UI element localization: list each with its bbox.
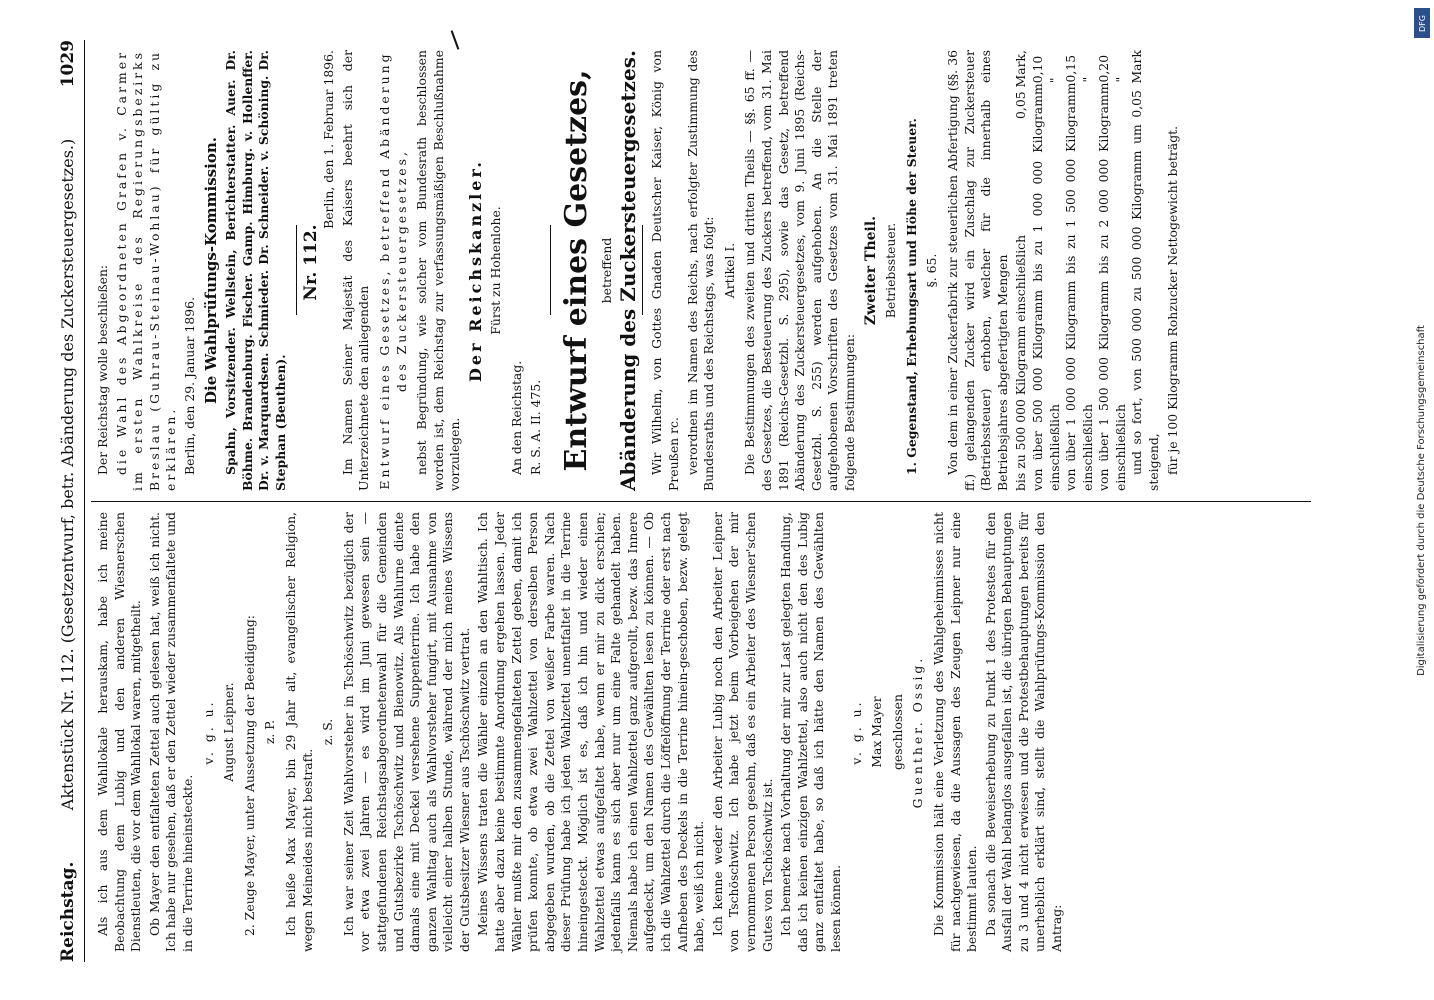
bill-subtitle: Abänderung des Zuckersteuergesetzes. <box>615 50 640 491</box>
bill-title: Entwurf eines Gesetzes, <box>559 69 595 472</box>
part-subheading: Betriebssteuer. <box>883 222 899 319</box>
article-heading: Artikel I. <box>721 242 737 299</box>
header-rule <box>84 40 85 962</box>
list-item: von über 1 000 000 Kilogramm bis zu 1 500 000 Kilogramm einschließlich 0,15 " <box>1063 54 1095 491</box>
date: Berlin, den 1. Februar 1896. <box>321 50 337 229</box>
addressee: An den Reichstag. <box>509 360 525 475</box>
page-number: 1029 <box>58 40 78 88</box>
paragraph: die Wahl des Abgeordneten Grafen v. Carmer im ersten Wahlkreise des Regierungsbezirks Breslau (Guhrau-Steinau-Wohlau) für gültig zu erklären. <box>113 50 179 491</box>
vgu-note: v. g. u. <box>848 699 864 765</box>
vgu-note: v. g. u. <box>200 699 216 765</box>
paragraph: Von dem in einer Zuckerfabrik zur steuerlichen Abfertigung (§§. 36 ff.) gelangenden Zucker wird ein Zuschlag zur Zuckersteuer (Betriebssteuer) erhoben, welcher für die innerhalb eines Betriebsjahres abgefertigten Mengen <box>944 50 1010 491</box>
paragraph: nebst Begründung, wie solcher vom Bundesrath beschlossen worden ist, dem Reichstag zur verfassungsmäßigen Beschlußnahme vorzulegen. <box>414 50 463 491</box>
paragraph: verordnen im Namen des Reichs, nach erfolgter Zustimmung des Bundesraths und des Reichstags, was folgt: <box>684 50 717 491</box>
signature: Guenther. Ossig. <box>910 655 926 809</box>
divider <box>642 226 643 316</box>
list-item: von über 1 500 000 Kilogramm bis zu 2 000 000 Kilogramm einschließlich 0,20 " <box>1096 54 1128 491</box>
paragraph-number: §. 65. <box>924 253 940 288</box>
part-heading: Zweiter Theil. <box>862 215 879 326</box>
paragraph: Die Kommission hält eine Verletzung des Wahlgeheimnisses nicht für nachgewiesen, da die Aussagen des Zeugen Leipner nur eine bestimmt lauten. <box>930 512 980 952</box>
paragraph: 2. Zeuge Mayer, unter Aussetzung der Beeidigung: <box>241 615 257 936</box>
paragraph: Ich bemerke nach Vorhaltung der mir zur Last gelegten Handlung, daß ich keinen einzigen Wahlzettel, also auch nicht den des Lubig ganz entfaltet habe, so daß ich hätte den Namen des Gewählten lesen können. <box>778 512 843 952</box>
page-header <box>58 40 78 962</box>
header-title: Aktenstück Nr. 112. (Gesetzentwurf, betr. Abänderung des Zuckersteuergesetzes.) <box>58 138 77 811</box>
betreffend-label: betreffend <box>599 237 615 304</box>
signature: Max Mayer <box>869 696 885 768</box>
right-column <box>91 40 1311 501</box>
dfg-logo: DFG <box>1414 8 1430 38</box>
paragraph: Ich kenne weder den Arbeiter Lubig noch den Arbeiter Leipner von Tschöschwitz. Ich habe jetzt beim Vorbeigehen der mir vernommenen Person gesehn, daß es ein Arbeiter des Wiesner'schen Gutes von Tschöschwitz ist. <box>709 512 775 952</box>
reference: R. S. A. II. 475. <box>527 379 543 475</box>
paragraph: Meines Wissens traten die Wähler einzeln an den Wahltisch. Ich hatte aber dazu keine bestimmte Anordnung ergehen lassen. Jeder Wähler mußte mir den zusammengefalteten Zettel geben, damit ich prüfen konnte, ob etwa zwei Wahlzettel von derselben Person abgegeben wurden, ob die Zettel von weißer Farbe waren. Nach dieser Prüfung habe ich jeden Wahlzettel unentfaltet in die Terrine hineingesteckt. Möglich ist es, daß ich hin und wieder einen Wahlzettel etwas aufgefaltet habe, wenn er mir zu dick erschien; jedenfalls kann es sich aber nur um eine Falte gehandelt haben. Niemals habe ich einen Wahlzettel ganz aufgerollt, bezw. das Innere aufgedeckt, um den Namen des Gewählten lesen zu können. — Ob ich die Wahlzettel durch die Löffelöffnung der Terrine oder erst nach Aufheben des Deckels in die Terrine hinein-geschoben, bezw. gelegt habe, weiß ich nicht. <box>475 512 707 952</box>
header-left: Reichstag. <box>58 861 78 962</box>
chancellor-title: Der Reichskanzler. <box>465 159 485 382</box>
zs-note: z. S. <box>320 718 336 746</box>
document-number: Nr. 112. <box>300 224 321 301</box>
chancellor-name: Fürst zu Hohenlohe. <box>488 206 504 335</box>
zp-note: z. P. <box>262 719 278 745</box>
digitization-note: Digitalisierung gefördert durch die Deutsche Forschungsgemeinschaft <box>1415 324 1427 676</box>
list-item: bis zu 500 000 Kilogramm einschließlich 0,05 Mark, <box>1013 50 1029 491</box>
closing-note: geschlossen <box>889 694 905 770</box>
rate-list <box>1013 50 1129 491</box>
commission-title: Die Wahlprüfungs-Kommission. <box>201 137 220 404</box>
paragraph: Ob Mayer den entfalteten Zettel auch gelesen hat, weiß ich nicht. Ich habe nur gesehen, daß er den Zettel wieder zusammenfaltete und in die Terrine hineinsteckte. <box>146 512 195 952</box>
text-columns <box>91 40 1311 962</box>
commission-members: Spahn, Vorsitzender. Wellstein, Berichterstatter. Auer. Dr. Böhme. Brandenburg. Fischer. Gamp. Himburg. v. Hollenffer. Dr. v. Marquardsen. Schmieder. Dr. Schneider. v. Schöning. Dr. Stephan (Beuthen). <box>223 50 288 491</box>
paragraph: Als ich aus dem Wahllokale herauskam, habe ich meine Beobachtung dem Lubig und den anderen Wiesnerschen Dienstleuten, die vor dem Wahllokal waren, mitgetheilt. <box>95 512 144 952</box>
paragraph: Ich heiße Max Mayer, bin 29 Jahr alt, evangelischer Religion, wegen Meineides nicht bestraft. <box>282 512 315 952</box>
divider <box>550 226 551 316</box>
divider <box>296 226 297 316</box>
paragraph: Im Namen Seiner Majestät des Kaisers beehrt sich der Unterzeichnete den anliegenden <box>339 50 372 491</box>
signature: August Leipner. <box>221 682 237 782</box>
paragraph: für je 100 Kilogramm Rohzucker Nettogewicht beträgt. <box>1164 125 1180 475</box>
bill-title-inline: Entwurf eines Gesetzes, betreffend Abänderung des Zuckersteuergesetzes, <box>376 51 409 490</box>
paragraph: Der Reichstag wolle beschließen: <box>95 264 110 475</box>
paragraph: Ich war seiner Zeit Wahlvorsteher in Tschöschwitz bezüglich der vor etwa zwei Jahren — es wird im Juni gewesen sein — stattgefundenen Reichstagsabgeordnetenwahl für die Gemeinden und Gutsbezirke Tschöschwitz und Bienowitz. Als Wahlurne diente damals eine mit Deckel versehene Suppenterrine. Ich habe den ganzen Wahltag auch als Wahlvorsteher fungirt, mit Ausnahme von vielleicht einer halben Stunde, während der mich meines Wissens der Gutsbesitzer Wiesner aus Tschöschwitz vertrat. <box>340 512 472 952</box>
list-item: von über 500 000 Kilogramm bis zu 1 000 000 Kilogramm einschließlich 0,10 " <box>1029 55 1062 491</box>
paragraph: Da sonach die Beweiserhebung zu Punkt 1 des Protestes für den Ausfall der Wahl belanglos ausgefallen ist, die übrigen Behauptungen zu 3 und 4 nicht erwiesen und die Protestbehauptungen bereits für unerheblich erklärt sind, stellt die Wahlprüfungs-Kommission den Antrag: <box>982 512 1065 952</box>
left-column <box>91 501 1311 962</box>
paragraph: und so fort, von 500 000 zu 500 000 Kilogramm um 0,05 Mark steigend, <box>1129 50 1162 491</box>
paragraph: Wir Wilhelm, von Gottes Gnaden Deutscher Kaiser, König von Preußen rc. <box>649 50 682 491</box>
date: Berlin, den 29. Januar 1896. <box>181 296 197 475</box>
section-heading: 1. Gegenstand, Erhebungsart und Höhe der Steuer. <box>903 118 919 475</box>
paragraph: Die Bestimmungen des zweiten und dritten Theils — §§. 65 ff. — des Gesetzes, die Besteuerung des Zuckers betreffend, vom 31. Mai 1891 (Reichs-Gesetzbl. S. 295), sowie das Gesetz, betreffend Abänderung des Zuckersteuergesetzes, vom 9. Juni 1895 (Reichs-Gesetzbl. S. 255) werden aufgehoben. An die Stelle der aufgehobenen Vorschriften des Gesetzes vom 31. Mai 1891 treten folgende Bestimmungen: <box>742 50 857 491</box>
